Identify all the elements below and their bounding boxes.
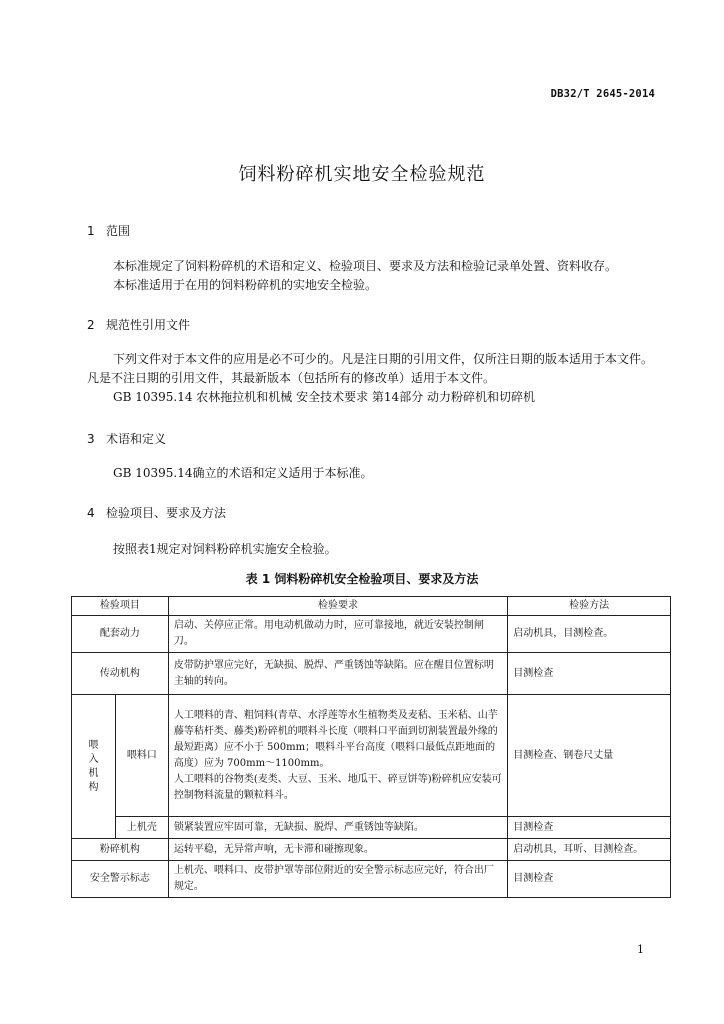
column-header: 检验方法	[508, 597, 671, 616]
inspection-table	[71, 596, 671, 898]
requirement-cell: 锁紧装置应牢固可靠，无缺损、脱焊、严重锈蚀等缺陷。	[168, 817, 507, 839]
table-row	[72, 817, 671, 839]
section-number: 3	[87, 432, 95, 446]
section-number: 4	[87, 506, 95, 520]
requirement-cell: 皮带防护罩应完好，无缺损、脱焊、严重锈蚀等缺陷。应在醒目位置标明主轴的转向。	[168, 653, 507, 695]
section-number: 2	[87, 318, 95, 332]
section-title: 术语和定义	[106, 432, 167, 446]
item-cell: 传动机构	[72, 653, 169, 695]
method-cell: 目测检查	[508, 861, 671, 898]
section-2-paragraph-1: 下列文件对于本文件的应用是必不可少的。凡是注日期的引用文件，仅所注日期的版本适用于本文件。凡是不注日期的引用文件，其最新版本（包括所有的修改单）适用于本文件。	[87, 352, 654, 385]
method-cell: 目测检查	[508, 653, 671, 695]
section-4-heading	[87, 504, 226, 521]
column-header: 检验项目	[72, 597, 169, 616]
column-header: 检验要求	[168, 597, 507, 616]
section-3-heading	[87, 430, 166, 447]
method-cell: 启动机具，耳听、目测检查。	[508, 839, 671, 861]
section-number: 1	[87, 224, 95, 238]
section-2-reference: GB 10395.14 农林拖拉机和机械 安全技术要求 第14部分 动力粉碎机和切碎机	[113, 390, 536, 404]
section-2-heading	[87, 316, 190, 333]
group-label-char: 入	[88, 753, 99, 765]
method-cell: 启动机具，目测检查。	[508, 616, 671, 653]
group-label-char: 机	[88, 767, 99, 779]
requirement-cell: 运转平稳，无异常声响，无卡滞和碰擦现象。	[168, 839, 507, 861]
document-title: 饲料粉碎机实地安全检验规范	[238, 164, 486, 185]
section-title: 规范性引用文件	[106, 318, 191, 332]
section-4-paragraph-1: 按照表1规定对饲料粉碎机实施安全检验。	[113, 542, 337, 556]
requirement-text: 人工喂料的谷物类(麦类、大豆、玉米、地瓜干、碎豆饼等)粉碎机应安装可控制物料流量的颗粒料斗。	[173, 773, 502, 801]
requirement-cell: 上机壳、喂料口、皮带护罩等部位附近的安全警示标志应完好，符合出厂规定。	[168, 861, 507, 898]
item-cell: 安全警示标志	[72, 861, 169, 898]
group-cell	[72, 695, 116, 839]
section-3-paragraph-1: GB 10395.14确立的术语和定义适用于本标准。	[113, 466, 373, 480]
item-cell: 粉碎机构	[72, 839, 169, 861]
table-row	[72, 653, 671, 695]
table-header-row	[72, 597, 671, 616]
group-label-vertical	[72, 739, 115, 795]
group-label-char: 构	[88, 781, 99, 793]
table-row	[72, 616, 671, 653]
section-title: 范围	[106, 224, 131, 238]
item-cell: 喂料口	[115, 695, 168, 817]
requirement-cell: 启动、关停应正常。用电动机做动力时，应可靠接地，就近安装控制闸刀。	[168, 616, 507, 653]
table-row	[72, 861, 671, 898]
section-1-paragraph-2: 本标准适用于在用的饲料粉碎机的实地安全检验。	[113, 278, 378, 292]
page-number: 1	[637, 943, 644, 956]
method-cell: 目测检查、钢卷尺丈量	[508, 695, 671, 817]
item-cell: 配套动力	[72, 616, 169, 653]
section-title: 检验项目、要求及方法	[106, 506, 227, 520]
requirement-text: 人工喂料的青、粗饲料(青草、水浮莲等水生植物类及麦秸、玉米秸、山芋藤等秸杆类、藤类)粉碎机的喂料斗长度（喂料口平面到切割装置最外缘的最短距离）应不小于 500mm；喂料斗平台高度（喂料口最低点距地面的高度）应为 700mm～1100mm。	[173, 709, 498, 769]
method-cell: 目测检查	[508, 817, 671, 839]
table-row	[72, 695, 671, 817]
group-label-char: 喂	[88, 739, 99, 751]
table-caption: 表 1 饲料粉碎机安全检验项目、要求及方法	[245, 572, 479, 586]
section-1-paragraph-1: 本标准规定了饲料粉碎机的术语和定义、检验项目、要求及方法和检验记录单处置、资料收存。	[113, 259, 618, 273]
section-1-heading	[87, 222, 130, 239]
document-number: DB32/T 2645-2014	[550, 88, 655, 100]
table-row	[72, 839, 671, 861]
requirement-cell	[168, 695, 507, 817]
item-cell: 上机壳	[115, 817, 168, 839]
